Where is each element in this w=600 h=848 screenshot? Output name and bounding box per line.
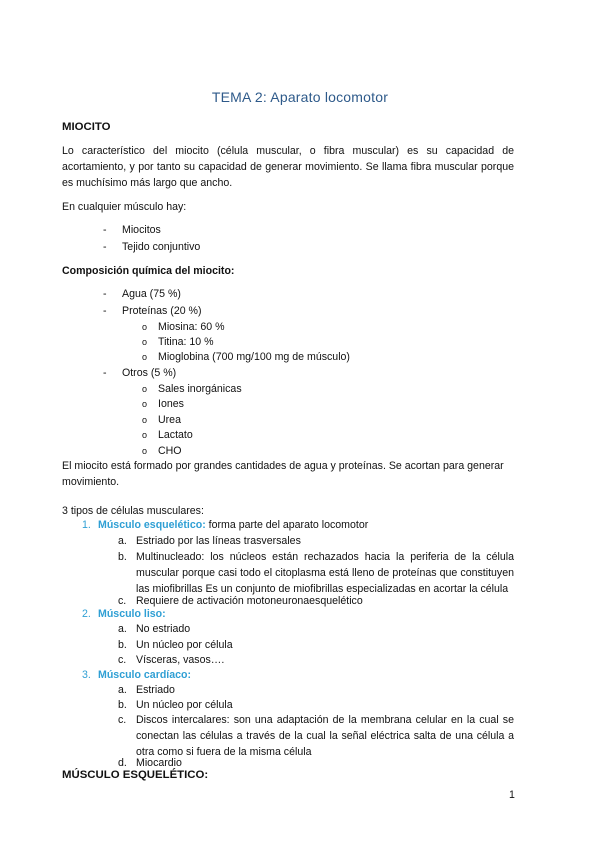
item-letter: c. <box>118 595 127 607</box>
list-item: Agua (75 %) <box>122 288 181 300</box>
item-letter: a. <box>118 535 127 547</box>
miocito-paragraph: Lo característico del miocito (célula muscular, o fibra muscular) es su capacidad de acortamiento, y por tanto su capacidad de generar movimiento. Se llama fibra muscular porque es muchísimo más largo que ancho. <box>62 145 514 189</box>
sub-bullet: o <box>142 322 148 332</box>
item-text: Vísceras, vasos…. <box>136 654 225 666</box>
item-letter: a. <box>118 623 127 635</box>
list-item: Miocitos <box>122 224 161 236</box>
page-number: 1 <box>509 789 515 801</box>
sub-bullet: o <box>142 384 148 394</box>
type-number: 2. <box>82 608 91 620</box>
sub-list-item: CHO <box>158 445 182 457</box>
type-number: 1. <box>82 519 91 531</box>
muscle-intro: En cualquier músculo hay: <box>62 201 187 213</box>
sub-list-item: Lactato <box>158 429 193 441</box>
list-item: Otros (5 %) <box>122 367 177 379</box>
sub-bullet: o <box>142 430 148 440</box>
sub-bullet: o <box>142 399 148 409</box>
section-heading-musculo-esqueletico: MÚSCULO ESQUELÉTICO: <box>62 769 209 781</box>
item-letter: c. <box>118 714 127 726</box>
list-dash: - <box>103 367 107 379</box>
sub-list-item: Sales inorgánicas <box>158 383 242 395</box>
miocito-conclusion: El miocito está formado por grandes cantidades de agua y proteínas. Se acortan para generar movimiento. <box>62 460 504 488</box>
sub-bullet: o <box>142 352 148 362</box>
item-text: Miocardio <box>136 757 182 769</box>
item-letter: c. <box>118 654 127 666</box>
page-title: TEMA 2: Aparato locomotor <box>211 89 389 105</box>
list-item: Proteínas (20 %) <box>122 305 202 317</box>
sub-list-item: Titina: 10 % <box>158 336 214 348</box>
item-letter: d. <box>118 757 127 769</box>
item-text: Requiere de activación motoneuronaesquelético <box>136 595 363 607</box>
type-name: Músculo liso: <box>98 608 166 620</box>
item-letter: b. <box>118 551 127 563</box>
list-dash: - <box>103 288 107 300</box>
item-text: Estriado por las líneas trasversales <box>136 535 301 547</box>
item-text: Estriado <box>136 684 175 696</box>
sub-bullet: o <box>142 415 148 425</box>
type-name: Músculo cardíaco: <box>98 669 192 681</box>
item-letter: b. <box>118 699 127 711</box>
section-heading-miocito: MIOCITO <box>62 121 111 133</box>
item-letter: b. <box>118 639 127 651</box>
list-dash: - <box>103 305 107 317</box>
sub-list-item: Miosina: 60 % <box>158 321 225 333</box>
sub-list-item: Iones <box>158 398 184 410</box>
item-letter: a. <box>118 684 127 696</box>
list-item: Tejido conjuntivo <box>122 241 201 253</box>
list-dash: - <box>103 224 107 236</box>
section-heading-composicion: Composición química del miocito: <box>62 265 235 277</box>
type-number: 3. <box>82 669 91 681</box>
item-text: No estriado <box>136 623 191 635</box>
types-intro: 3 tipos de células musculares: <box>62 505 204 517</box>
sub-bullet: o <box>142 337 148 347</box>
list-dash: - <box>103 241 107 253</box>
type-description: forma parte del aparato locomotor <box>205 519 369 531</box>
item-text: Un núcleo por célula <box>136 699 233 711</box>
type-name: Músculo esquelético: <box>98 519 206 531</box>
item-text: Un núcleo por célula <box>136 639 233 651</box>
type-heading <box>98 517 368 533</box>
sub-list-item: Urea <box>158 414 181 426</box>
item-text: Multinucleado: los núcleos están rechazados hacia la periferia de la célula muscular porque casi todo el citoplasma está lleno de proteínas que constituyen las miofibrillas Es un conjunto de miofibrillas especializadas en acortar la célula <box>136 551 514 595</box>
sub-list-item: Mioglobina (700 mg/100 mg de músculo) <box>158 351 350 363</box>
sub-bullet: o <box>142 446 148 456</box>
item-text: Discos intercalares: son una adaptación de la membrana celular en la cual se conectan las células a través de la cual la señal eléctrica salta de una célula a otra como si fuera de la misma célula <box>136 714 514 758</box>
